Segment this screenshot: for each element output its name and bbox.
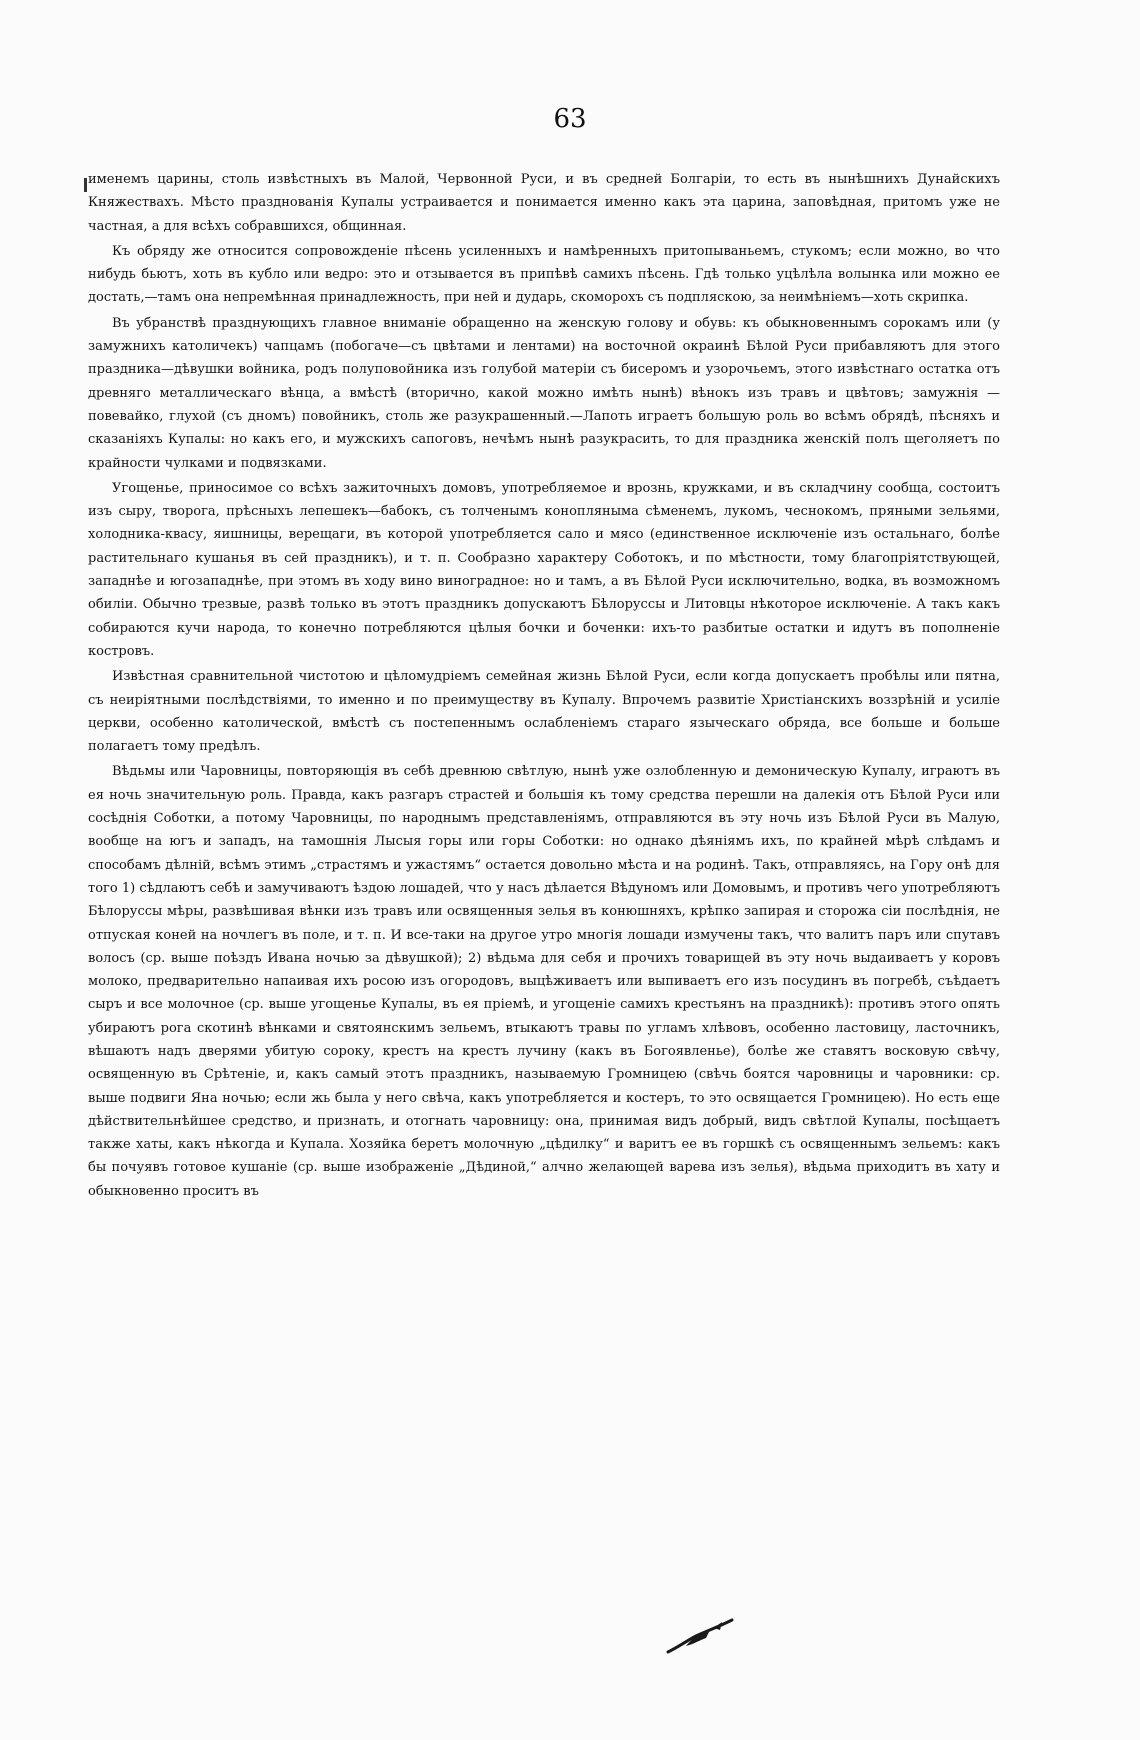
body-text (88, 168, 1000, 1203)
paragraph-4: Угощенье, приносимое со всѣхъ зажиточныхъ домовъ, употребляемое и врознь, кружками, и въ складчину сообща, состоитъ изъ сыру, творога, прѣсныхъ лепешекъ—бабокъ, съ толченымъ конопляныма сѣменемъ, лукомъ, чеснокомъ, пряными зельями, холодника-квасу, яишницы, верещаги, въ которой употребляется сало и мясо (единственное исключеніе изъ остальнаго, болѣе растительнаго кушанья въ сей праздникъ), и т. п. Сообразно характеру Соботокъ, и по мѣстности, тому благопріятствующей, западнѣе и югозападнѣе, при этомъ въ ходу вино виноградное: но и тамъ, а въ Бѣлой Руси исключительно, водка, въ возможномъ обиліи. Обычно трезвые, развѣ только въ этотъ праздникъ допускаютъ Бѣлоруссы и Литовцы нѣкоторое исключеніе. А такъ какъ собираются кучи народа, то конечно потребляются цѣлыя бочки и боченки: ихъ-то разбитые остатки и идутъ въ пополненіе костровъ. (88, 480, 1000, 659)
paragraph-1: именемъ царины, столь извѣстныхъ въ Малой, Червонной Руси, и въ средней Болгаріи, то есть въ нынѣшнихъ Дунайскихъ Княжествахъ. Мѣсто празднованія Купалы устраивается и понимается именно какъ эта царина, заповѣдная, притомъ уже не частная, а для всѣхъ собравшихся, общинная. (88, 172, 1000, 234)
paragraph-6: Вѣдьмы или Чаровницы, повторяющія въ себѣ древнюю свѣтлую, нынѣ уже озлобленную и демоническую Купалу, играютъ въ ея ночь значительную роль. Правда, какъ разгаръ страстей и большія къ тому средства перешли на далекія отъ Бѣлой Руси или сосѣднія Соботки, а потому Чаровницы, по народнымъ представленіямъ, отправляются въ эту ночь изъ Бѣлой Руси въ Малую, вообще на югъ и западъ, на тамошнія Лысыя горы или горы Соботки: но однако дѣяніямъ ихъ, по крайней мѣрѣ слѣдамъ и способамъ дѣлній, всѣмъ этимъ „страстямъ и ужастямъ“ остается довольно мѣста и на родинѣ. Такъ, отправляясь, на Гору онѣ для того 1) сѣдлаютъ себѣ и замучиваютъ ѣздою лошадей, что у насъ дѣлается Вѣдуномъ или Домовымъ, и противъ чего употребляютъ Бѣлоруссы мѣры, развѣшивая вѣнки изъ травъ или освященныя зелья въ конюшняхъ, крѣпко запирая и сторожа сіи послѣднія, не отпуская коней на ночлегъ въ поле, и т. п. И все-таки на другое утро многія лошади измучены такъ, что валитъ паръ или спутавъ волосъ (ср. выше поѣздъ Ивана ночью за дѣвушкой); 2) вѣдьма для себя и прочихъ товарищей въ эту ночь выдаиваетъ у коровъ молоко, предварительно напаивая ихъ росою изъ огородовъ, выцѣживаетъ или выпиваетъ его изъ посудинъ въ погребѣ, съѣдаетъ сыръ и все молочное (ср. выше угощенье Купалы, въ ея пріемѣ, и угощеніе самихъ крестьянъ на праздникѣ): противъ этого опять убираютъ рога скотинѣ вѣнками и святоянскимъ зельемъ, втыкаютъ травы по угламъ хлѣвовъ, особенно ластовицу, ласточникъ, вѣшаютъ надъ дверями убитую сороку, крестъ на крестъ лучину (какъ въ Богоявленье), болѣе же ставятъ восковую свѣчу, освященную въ Срѣтеніе, и, какъ самый этотъ праздникъ, называемую Громницею (свѣчь боятся чаровницы и чаровники: ср. выше подвиги Яна ночью; если жь была у него свѣча, какъ употребляется и костеръ, то это освящается Громницею). Но есть еще дѣйствительнѣйшее средство, и признать, и отогнать чаровницу: она, принимая видъ добрый, видъ свѣтлой Купалы, посѣщаетъ также хаты, какъ нѣкогда и Купала. Хозяйка беретъ молочную „цѣдилку“ и варитъ ее въ горшкѣ съ освященнымъ зельемъ: какъ бы почуявъ готовое кушаніе (ср. выше изображеніе „Дѣдиной,“ алчно желающей варева изъ зелья), вѣдьма приходитъ въ хату и обыкновенно проситъ въ (88, 764, 1000, 1199)
margin-mark (84, 178, 87, 192)
paragraph-5: Извѣстная сравнительной чистотою и цѣломудріемъ семейная жизнь Бѣлой Руси, если когда допускаетъ пробѣлы или пятна, съ неиріятными послѣдствіями, то именно и по преимуществу въ Купалу. Впрочемъ развитіе Христіанскихъ воззрѣній и усиліе церкви, особенно католической, вмѣстѣ съ постепеннымъ ослабленіемъ стараго языческаго обряда, все больше и больше полагаетъ тому предѣлъ. (88, 669, 1000, 755)
printer-ornament-icon (666, 1616, 736, 1656)
paragraph-3: Въ убранствѣ празднующихъ главное вниманіе обращенно на женскую голову и обувь: къ обыкновеннымъ сорокамъ или (у замужнихъ католичекъ) чапцамъ (побогаче—съ цвѣтами и лентами) на восточной окраинѣ Бѣлой Руси прибавляютъ для этого праздника—дѣвушки войника, родъ полуповойника изъ голубой матеріи съ бисеромъ и узорочьемъ, этого извѣстнаго остатка отъ древняго металлическаго вѣнца, а вмѣстѣ (вторично, какой можно имѣть нынѣ) вѣнокъ изъ травъ и цвѣтовъ; замужнія — повевайко, глухой (съ дномъ) повойникъ, столь же разукрашенный.—Лапоть играетъ большую роль во всѣмъ обрядѣ, пѣсняхъ и сказаніяхъ Купалы: но какъ его, и мужскихъ сапоговъ, нечѣмъ нынѣ разукрасить, то для праздника женскій полъ щеголяетъ по крайности чулками и подвязками. (88, 315, 1000, 471)
paragraph-2: Къ обряду же относится сопровожденіе пѣсень усиленныхъ и намѣренныхъ притопываньемъ, стукомъ; если можно, во что нибудь бьютъ, хоть въ кубло или ведро: это и отзывается въ припѣвѣ самихъ пѣсень. Гдѣ только уцѣлѣла волынка или можно ее достать,—тамъ она непремѣнная принадлежность, при ней и дударь, скоморохъ съ подпляскою, за неимѣніемъ—хоть скрипка. (88, 243, 1000, 306)
page-number: 63 (553, 104, 587, 134)
